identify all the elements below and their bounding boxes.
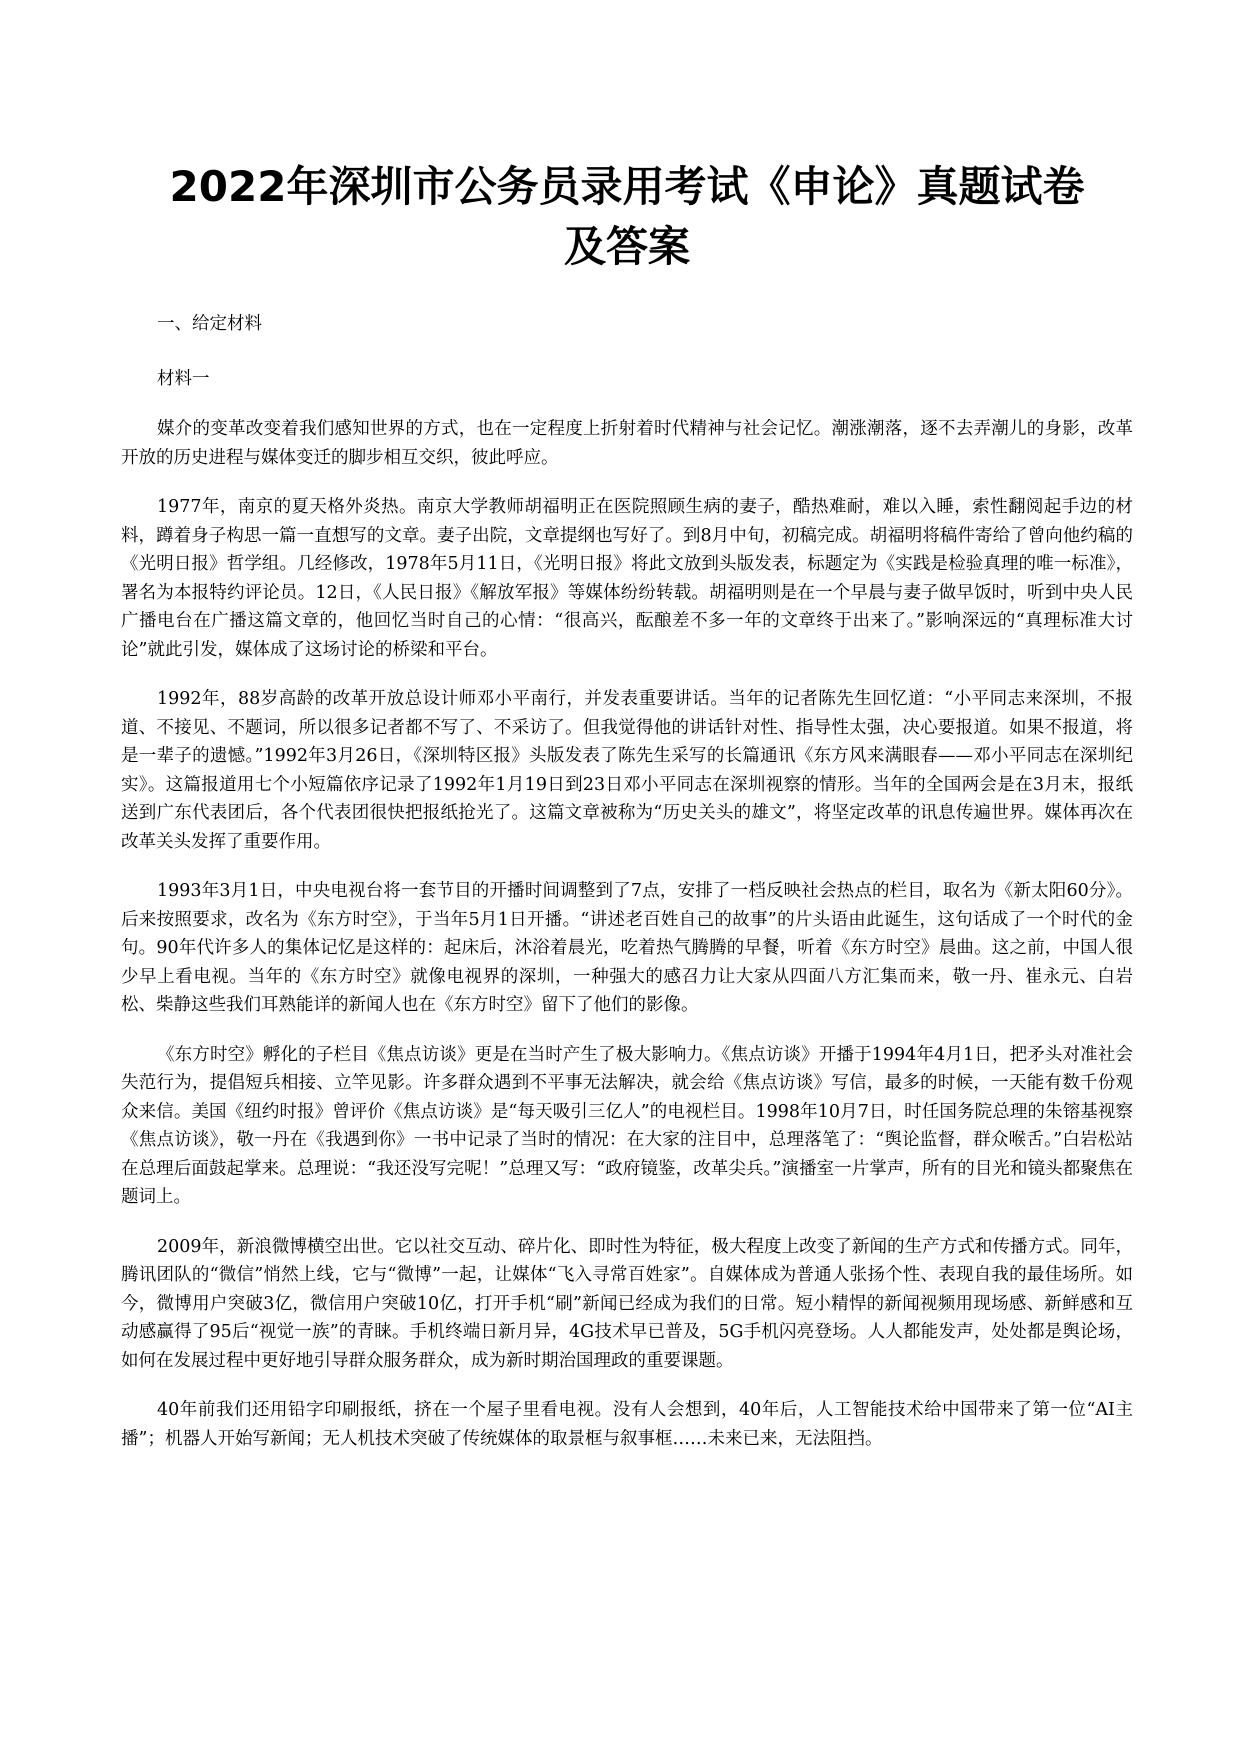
paragraph: 1992年，88岁高龄的改革开放总设计师邓小平南行，并发表重要讲话。当年的记者陈先生回忆道：“小平同志来深圳，不报道、不接见、不题词，所以很多记者都不写了、不采访了。但我觉得他的讲话针对性、指导性太强，决心要报道。如果不报道，将是一辈子的遗憾。”1992年3月26日，《深圳特区报》头版发表了陈先生采写的长篇通讯《东方风来满眼春——邓小平同志在深圳纪实》。这篇报道用七个小短篇依序记录了1992年1月19日到23日邓小平同志在深圳视察的情形。当年的全国两会是在3月末，报纸送到广东代表团后，各个代表团很快把报纸抢光了。这篇文章被称为“历史关头的雄文”，将坚定改革的讯息传遍世界。媒体再次在改革关头发挥了重要作用。: [121, 689, 1133, 852]
document-title: [121, 157, 1133, 277]
paragraph: 40年前我们还用铅字印刷报纸，挤在一个屋子里看电视。没有人会想到，40年后，人工智能技术给中国带来了第一位“AI主播”；机器人开始写新闻；无人机技术突破了传统媒体的取景框与叙事框……未来已来，无法阻挡。: [121, 1400, 1133, 1449]
section-heading: 一、给定材料: [157, 314, 262, 334]
material-body: [121, 415, 1133, 1453]
document-title-line-1: 2022年深圳市公务员录用考试《申论》真题试卷: [169, 162, 1085, 211]
paragraph: 《东方时空》孵化的子栏目《焦点访谈》更是在当时产生了极大影响力。《焦点访谈》开播于1994年4月1日，把矛头对准社会失范行为，提倡短兵相接、立竿见影。许多群众遇到不平事无法解决，就会给《焦点访谈》写信，最多的时候，一天能有数千份观众来信。美国《纽约时报》曾评价《焦点访谈》是“每天吸引三亿人”的电视栏目。1998年10月7日，时任国务院总理的朱镕基视察《焦点访谈》，敬一丹在《我遇到你》一书中记录了当时的情况：在大家的注目中，总理落笔了：“舆论监督，群众喉舌。”白岩松站在总理后面鼓起掌来。总理说：“我还没写完呢！”总理又写：“政府镜鉴，改革尖兵。”演播室一片掌声，所有的目光和镜头都聚焦在题词上。: [121, 1044, 1133, 1207]
material-label: 材料一: [157, 369, 210, 389]
paragraph: 1977年，南京的夏天格外炎热。南京大学教师胡福明正在医院照顾生病的妻子，酷热难耐，难以入睡，索性翻阅起手边的材料，蹲着身子构思一篇一直想写的文章。妻子出院，文章提纲也写好了。到8月中旬，初稿完成。胡福明将稿件寄给了曾向他约稿的《光明日报》哲学组。几经修改，1978年5月11日，《光明日报》将此文放到头版发表，标题定为《实践是检验真理的唯一标准》，署名为本报特约评论员。12日，《人民日报》《解放军报》等媒体纷纷转载。胡福明则是在一个早晨与妻子做早饭时，听到中央人民广播电台在广播这篇文章的，他回忆当时自己的心情：“很高兴，酝酿差不多一年的文章终于出来了。”影响深远的“真理标准大讨论”就此引发，媒体成了这场讨论的桥梁和平台。: [121, 497, 1133, 660]
document-title-line-2: 及答案: [563, 222, 690, 271]
paragraph: 1993年3月1日，中央电视台将一套节目的开播时间调整到了7点，安排了一档反映社会热点的栏目，取名为《新太阳60分》。后来按照要求，改名为《东方时空》，于当年5月1日开播。“讲述老百姓自己的故事”的片头语由此诞生，这句话成了一个时代的金句。90年代许多人的集体记忆是这样的：起床后，沐浴着晨光，吃着热气腾腾的早餐，听着《东方时空》晨曲。这之前，中国人很少早上看电视。当年的《东方时空》就像电视界的深圳，一种强大的感召力让大家从四面八方汇集而来，敬一丹、崔永元、白岩松、柴静这些我们耳熟能详的新闻人也在《东方时空》留下了他们的影像。: [121, 881, 1133, 1015]
paragraph: 媒介的变革改变着我们感知世界的方式，也在一定程度上折射着时代精神与社会记忆。潮涨潮落，逐不去弄潮儿的身影，改革开放的历史进程与媒体变迁的脚步相互交织，彼此呼应。: [121, 419, 1133, 468]
paragraph: 2009年，新浪微博横空出世。它以社交互动、碎片化、即时性为特征，极大程度上改变了新闻的生产方式和传播方式。同年，腾讯团队的“微信”悄然上线，它与“微博”一起，让媒体“飞入寻常百姓家”。自媒体成为普通人张扬个性、表现自我的最佳场所。如今，微博用户突破3亿，微信用户突破10亿，打开手机“刷”新闻已经成为我们的日常。短小精悍的新闻视频用现场感、新鲜感和互动感赢得了95后“视觉一族”的青睐。手机终端日新月异，4G技术早已普及，5G手机闪亮登场。人人都能发声，处处都是舆论场，如何在发展过程中更好地引导群众服务群众，成为新时期治国理政的重要课题。: [121, 1236, 1133, 1371]
